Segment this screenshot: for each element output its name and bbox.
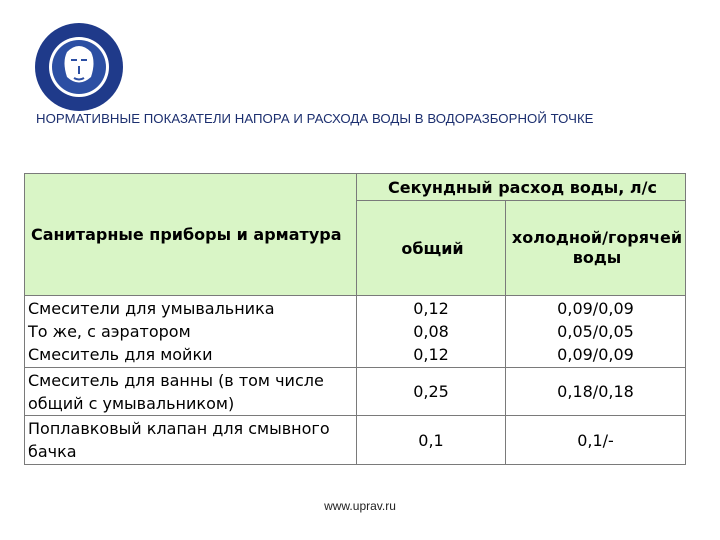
device-names-cell xyxy=(25,416,357,465)
total-flow-value: 0,12 xyxy=(413,299,449,318)
device-name: Смеситель для мойки xyxy=(28,345,213,364)
device-names-cell xyxy=(25,368,357,416)
device-name: Смеситель для ванны (в том числе xyxy=(28,370,324,390)
header-devices: Санитарные приборы и арматура xyxy=(25,174,357,296)
cold-hot-flow-value: 0,1/- xyxy=(506,416,686,465)
cold-hot-flow-value: 0,05/0,05 xyxy=(557,322,634,341)
total-flow-value: 0,12 xyxy=(413,345,449,364)
school-logo xyxy=(34,22,124,112)
header-cold-hot: холодной/горячей воды xyxy=(506,201,686,296)
header-total: общий xyxy=(357,201,506,296)
table-row xyxy=(25,368,686,416)
cold-hot-flow-cell xyxy=(506,296,686,368)
device-name: Поплавковый клапан для смывного xyxy=(28,419,330,438)
lion-emblem-icon xyxy=(34,22,124,112)
table-row xyxy=(25,416,686,465)
device-name: общий с умывальником) xyxy=(28,393,235,413)
footer-url[interactable]: www.uprav.ru xyxy=(324,499,396,513)
cold-hot-flow-value: 0,09/0,09 xyxy=(557,345,634,364)
page-heading: НОРМАТИВНЫЕ ПОКАЗАТЕЛИ НАПОРА И РАСХОДА ВОДЫ В ВОДОРАЗБОРНОЙ ТОЧКЕ xyxy=(36,111,594,126)
cold-hot-flow-value: 0,09/0,09 xyxy=(557,299,634,318)
total-flow-value: 0,08 xyxy=(413,322,449,341)
total-flow-cell xyxy=(357,296,506,368)
header-flow-group: Секундный расход воды, л/с xyxy=(357,174,686,201)
water-flow-table xyxy=(24,173,686,465)
total-flow-value: 0,25 xyxy=(357,368,506,416)
device-name: То же, с аэратором xyxy=(28,322,191,341)
cold-hot-flow-value: 0,18/0,18 xyxy=(506,368,686,416)
device-names-cell xyxy=(25,296,357,368)
table-row xyxy=(25,296,686,368)
device-name: бачка xyxy=(28,442,77,461)
total-flow-value: 0,1 xyxy=(357,416,506,465)
device-name: Смесители для умывальника xyxy=(28,299,275,318)
